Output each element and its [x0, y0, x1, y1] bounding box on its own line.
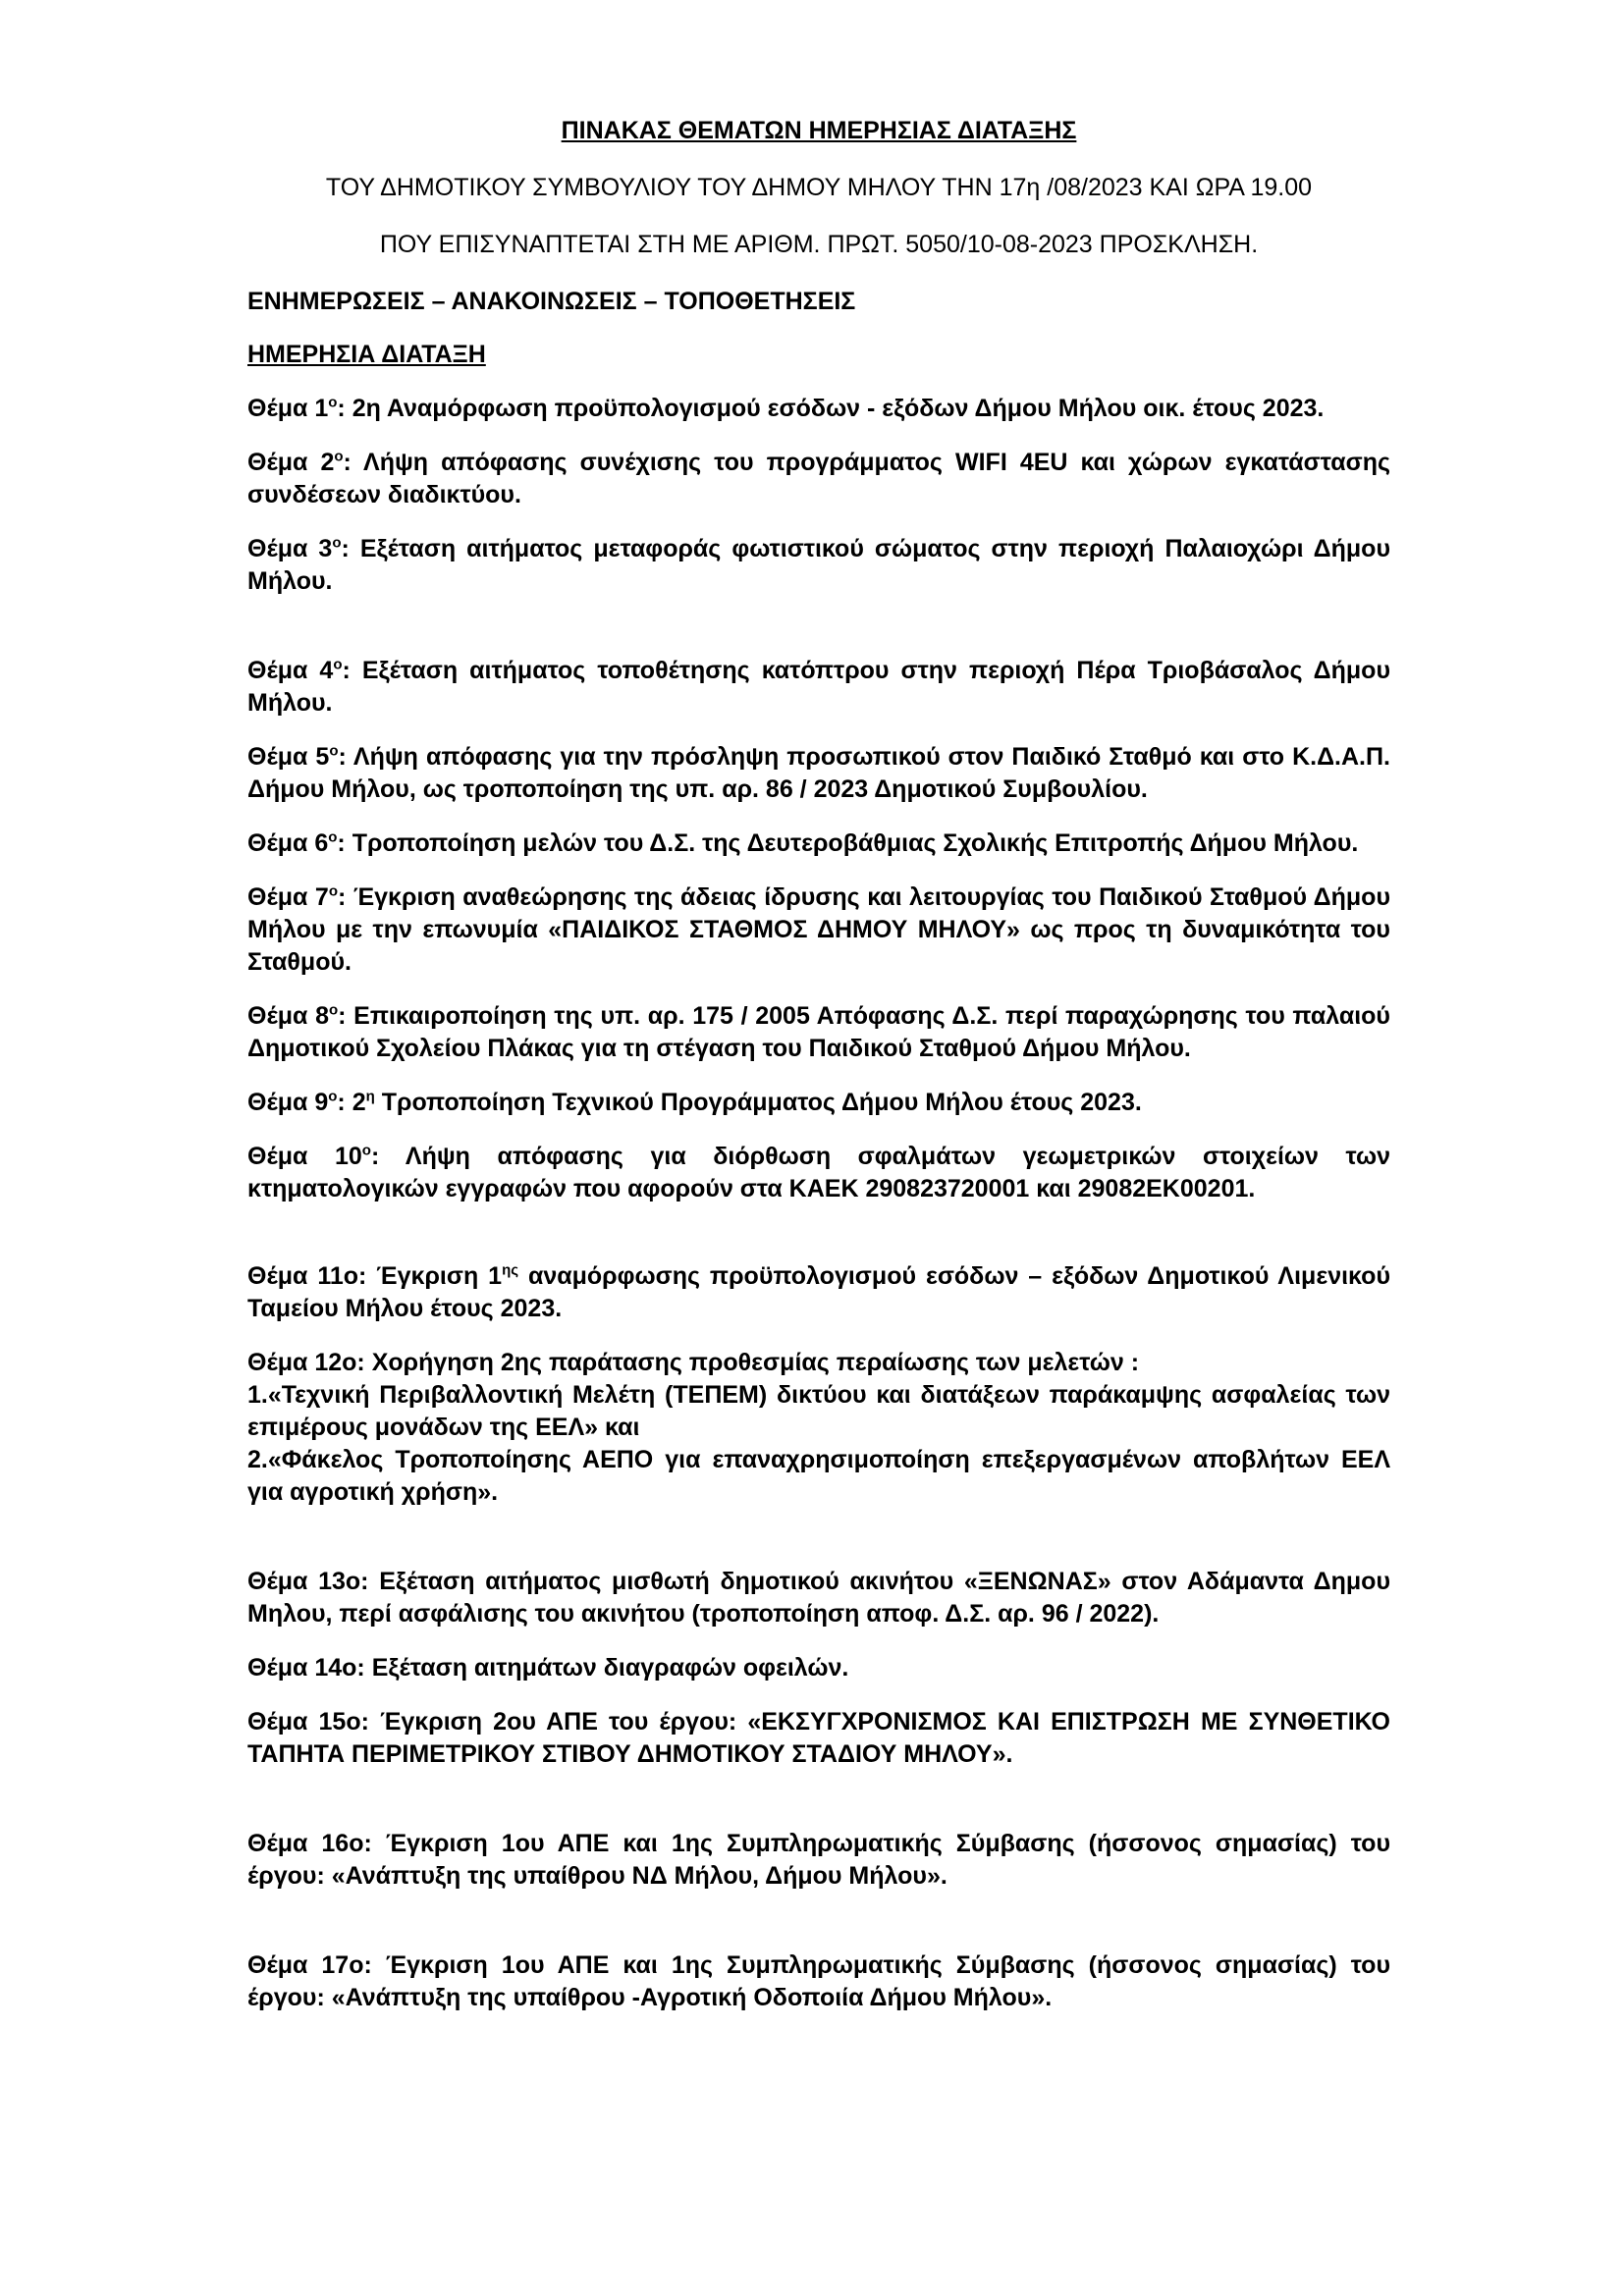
item-label-sup: ο [361, 1142, 371, 1159]
item-text: 2η Αναμόρφωση προϋπολογισμού εσόδων - εξόδων Δήμου Μήλου οικ. έτους 2023. [345, 395, 1325, 422]
item-label: Θέμα 14ο: [247, 1654, 365, 1682]
meeting-date-line: ΤΟΥ ΔΗΜΟΤΙΚΟΥ ΣΥΜΒΟΥΛΙΟΥ ΤΟΥ ΔΗΜΟΥ ΜΗΛΟΥ ΤΗΝ 17η /08/2023 ΚΑΙ ΩΡΑ 19.00 [325, 174, 1313, 201]
agenda-item-2 [247, 447, 1390, 511]
item-text: Επικαιροποίηση της υπ. αρ. 175 / 2005 Απόφασης Δ.Σ. περί παραχώρησης του παλαιού Δημοτικού Σχολείου Πλάκας για τη στέγαση του Παιδικού Σταθμού Δήμου Μήλου. [247, 1002, 1390, 1062]
item-text: Εξέταση αιτήματος τοποθέτησης κατόπτρου στην περιοχή Πέρα Τριοβάσαλος Δήμου Μήλου. [247, 657, 1390, 717]
item-label-sup: ο [329, 742, 339, 760]
item-sub-line-1: 1.«Τεχνική Περιβαλλοντική Μελέτη (ΤΕΠΕΜ) δικτύου και διατάξεων παράκαμψης ασφαλείας των επιμέρους μονάδων της ΕΕΛ» και [247, 1381, 1390, 1441]
item-label-sup: ο [333, 656, 343, 673]
document-content [247, 114, 1390, 2014]
agenda-title: ΗΜΕΡΗΣΙΑ ΔΙΑΤΑΞΗ [247, 341, 486, 368]
item-text: Χορήγηση 2ης παράτασης προθεσμίας περαίωσης των μελετών : [364, 1349, 1140, 1376]
item-text-sup: η [365, 1088, 375, 1105]
agenda-item-16 [247, 1828, 1390, 1893]
document-title: ΠΙΝΑΚΑΣ ΘΕΜΑΤΩΝ ΗΜΕΡΗΣΙΑΣ ΔΙΑΤΑΞΗΣ [561, 117, 1077, 144]
item-label: Θέμα 16ο: [247, 1830, 372, 1857]
item-label-colon: : [343, 449, 352, 476]
item-label-colon: : [370, 1143, 380, 1170]
item-text: Τροποποίηση μελών του Δ.Σ. της Δευτεροβάθμιας Σχολικής Επιτροπής Δήμου Μήλου. [345, 829, 1359, 857]
item-label-colon: : [337, 1089, 346, 1116]
item-text: Έγκριση 1ου ΑΠΕ και 1ης Συμπληρωματικής Σύμβασης (ήσσονος σημασίας) του έργου: «Ανάπτυξη της υπαίθρου ΝΔ Μήλου, Δήμου Μήλου». [247, 1830, 1390, 1890]
agenda-item-4 [247, 655, 1390, 720]
agenda-item-13 [247, 1566, 1390, 1630]
item-text: Λήψη απόφασης συνέχισης του προγράμματος WIFI 4EU και χώρων εγκατάστασης συνδέσεων διαδικτύου. [247, 449, 1390, 508]
agenda-item-3 [247, 533, 1390, 598]
item-label-sup: ο [334, 448, 344, 465]
agenda-item-14 [247, 1652, 1390, 1684]
item-label-sup: ο [328, 828, 338, 846]
item-text-lead: Έγκριση 1 [366, 1262, 503, 1290]
invitation-reference-line: ΠΟΥ ΕΠΙΣΥΝΑΠΤΕΤΑΙ ΣΤΗ ΜΕ ΑΡΙΘΜ. ΠΡΩΤ. 5050/10-08-2023 ΠΡΟΣΚΛΗΣΗ. [379, 231, 1259, 258]
item-label: Θέμα 6 [247, 829, 329, 857]
item-label: Θέμα 7 [247, 883, 329, 911]
item-label-colon: : [337, 829, 346, 857]
item-label: Θέμα 11ο: [247, 1262, 367, 1290]
agenda-item-1 [247, 393, 1390, 425]
agenda-item-10 [247, 1141, 1390, 1205]
agenda-item-8 [247, 1000, 1390, 1065]
item-first-line [247, 1347, 1390, 1379]
item-text: Έγκριση 2ου ΑΠΕ του έργου: «ΕΚΣΥΓΧΡΟΝΙΣΜΟΣ ΚΑΙ ΕΠΙΣΤΡΩΣΗ ΜΕ ΣΥΝΘΕΤΙΚΟ ΤΑΠΗΤΑ ΠΕΡΙΜΕΤΡΙΚΟΥ ΣΤΙΒΟΥ ΔΗΜΟΤΙΚΟΥ ΣΤΑΔΙΟΥ ΜΗΛΟΥ». [247, 1708, 1390, 1768]
item-label: Θέμα 2 [247, 449, 335, 476]
item-label: Θέμα 17ο: [247, 1951, 372, 1979]
item-label-sup: ο [328, 882, 338, 900]
agenda-item-6 [247, 828, 1390, 860]
agenda-item-5 [247, 741, 1390, 806]
item-label-colon: : [338, 1002, 347, 1030]
item-label-colon: : [341, 535, 350, 562]
item-label: Θέμα 9 [247, 1089, 329, 1116]
item-text-sup: ης [502, 1261, 519, 1279]
agenda-item-7 [247, 881, 1390, 979]
agenda-item-9 [247, 1087, 1390, 1119]
item-text: Έγκριση 1ου ΑΠΕ και 1ης Συμπληρωματικής Σύμβασης (ήσσονος σημασίας) του έργου: «Ανάπτυξη της υπαίθρου -Αγροτική Οδοποιία Δήμου Μήλου». [247, 1951, 1390, 2011]
item-label: Θέμα 8 [247, 1002, 329, 1030]
item-label-colon: : [337, 395, 346, 422]
item-text: Έγκριση αναθεώρησης της άδειας ίδρυσης και λειτουργίας του Παιδικού Σταθμού Δήμου Μήλου με την επωνυμία «ΠΑΙΔΙΚΟΣ ΣΤΑΘΜΟΣ ΔΗΜΟΥ ΜΗΛΟΥ» ως προς τη δυναμικότητα του Σταθμού. [247, 883, 1390, 976]
item-label: Θέμα 4 [247, 657, 334, 684]
item-label-sup: ο [328, 394, 338, 411]
item-label-colon: : [338, 743, 347, 771]
item-label: Θέμα 12ο: [247, 1349, 365, 1376]
item-label: Θέμα 3 [247, 535, 333, 562]
item-label-colon: : [342, 657, 351, 684]
item-label: Θέμα 13ο: [247, 1568, 369, 1595]
agenda-item-17 [247, 1949, 1390, 2014]
item-label: Θέμα 15ο: [247, 1708, 369, 1735]
item-label-sup: ο [328, 1001, 339, 1019]
item-text: Εξέταση αιτήματος μισθωτή δημοτικού ακινήτου «ΞΕΝΩΝΑΣ» στον Αδάμαντα Δημου Μηλου, περί ασφάλισης του ακινήτου (τροποποίηση αποφ. Δ.Σ. αρ. 96 / 2022). [247, 1568, 1390, 1628]
item-text: Λήψη απόφασης για διόρθωση σφαλμάτων γεωμετρικών στοιχείων των κτηματολογικών εγγραφών που αφορούν στα ΚΑΕΚ 290823720001 και 29082ΕΚ00201. [247, 1143, 1390, 1202]
agenda-item-11 [247, 1260, 1390, 1325]
item-sub-line-2: 2.«Φάκελος Τροποποίησης ΑΕΠΟ για επαναχρησιμοποίηση επεξεργασμένων αποβλήτων ΕΕΛ για αγροτική χρήση». [247, 1446, 1390, 1506]
item-text-lead: 2 [345, 1089, 366, 1116]
item-label: Θέμα 1 [247, 395, 329, 422]
item-text: Λήψη απόφασης για την πρόσληψη προσωπικού στον Παιδικό Σταθμό και στο Κ.Δ.Α.Π. Δήμου Μήλου, ως τροποποίηση της υπ. αρ. 86 / 2023 Δημοτικού Συμβουλίου. [247, 743, 1390, 803]
item-label-sup: ο [332, 534, 342, 552]
agenda-item-12 [247, 1347, 1390, 1509]
item-text: αναμόρφωσης προϋπολογισμού εσόδων – εξόδων Δημοτικού Λιμενικού Ταμείου Μήλου έτους 2023. [247, 1262, 1390, 1322]
section-title: ΕΝΗΜΕΡΩΣΕΙΣ – ΑΝΑΚΟΙΝΩΣΕΙΣ – ΤΟΠΟΘΕΤΗΣΕΙΣ [247, 288, 856, 315]
item-label-sup: ο [328, 1088, 338, 1105]
item-text: Εξέταση αιτήματος μεταφοράς φωτιστικού σώματος στην περιοχή Παλαιοχώρι Δήμου Μήλου. [247, 535, 1391, 595]
agenda-item-15 [247, 1706, 1390, 1771]
item-label-colon: : [337, 883, 347, 911]
item-label: Θέμα 5 [247, 743, 330, 771]
item-text: Τροποποίηση Τεχνικού Προγράμματος Δήμου Μήλου έτους 2023. [374, 1089, 1142, 1116]
item-label: Θέμα 10 [247, 1143, 362, 1170]
item-text: Εξέταση αιτημάτων διαγραφών οφειλών. [364, 1654, 849, 1682]
